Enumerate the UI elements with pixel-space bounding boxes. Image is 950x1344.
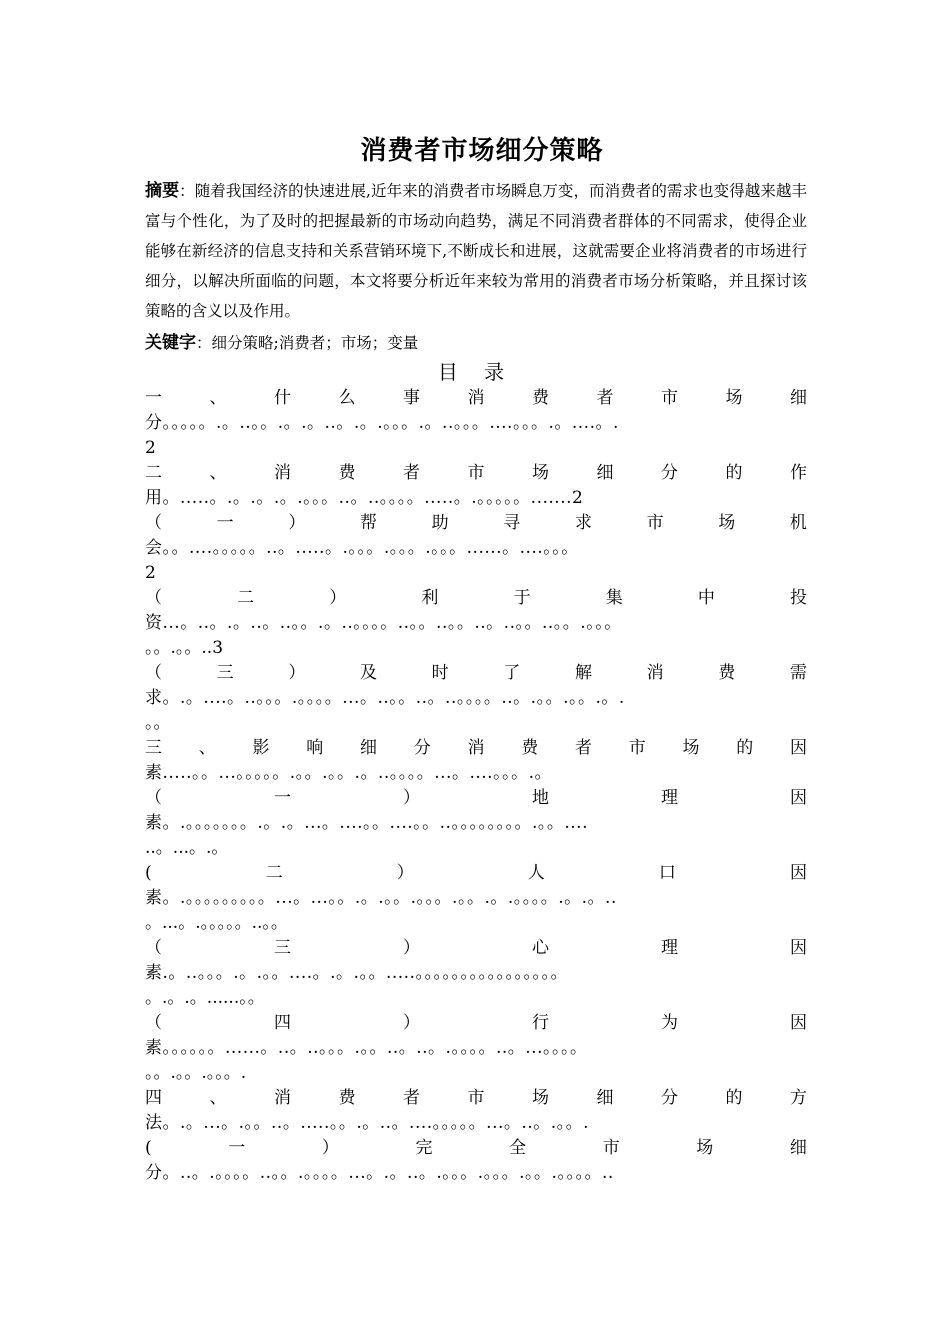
toc-heading-char: 消 — [274, 1088, 291, 1108]
toc-entry-heading — [145, 661, 807, 686]
abstract-label: 摘要 — [145, 181, 180, 201]
toc-entry-heading — [145, 1086, 807, 1111]
toc-heading-char: 细 — [596, 463, 614, 483]
toc-leader-line: 会。。....。。。。。..。.....。.。。。.。。。.。。。......。....。。。 — [145, 538, 579, 558]
toc-heading-char: 二 — [265, 863, 283, 883]
toc-page-line: 。.。.。......。。 — [145, 988, 265, 1008]
toc-page-line: 。。.。。.。。。. — [145, 1063, 247, 1083]
toc-heading-char: 费 — [521, 738, 539, 758]
toc-heading-char: ( — [145, 1138, 152, 1158]
toc-heading-char: 者 — [403, 1088, 420, 1108]
toc-title: 目 录 — [437, 360, 515, 384]
toc-heading-char: 四 — [274, 1013, 291, 1033]
toc-heading-char: 二 — [237, 588, 255, 608]
keywords-text: 细分策略;消费者；市场；变量 — [211, 334, 419, 352]
toc-heading-char: ） — [396, 863, 414, 883]
toc-heading-char: 作 — [790, 463, 807, 483]
keywords-colon: ： — [196, 334, 212, 352]
toc-page-line: 。。 — [145, 713, 171, 733]
toc-leader-line: 分。..。.。。。。..。。.。。。。...。.。..。.。。。.。。。.。。.。。。。.. — [145, 1163, 614, 1183]
toc-heading-char: 一 — [274, 788, 291, 808]
toc-entry-heading — [145, 736, 807, 761]
toc-page-line: ..。...。.。 — [145, 838, 229, 858]
toc-heading-char: 消 — [646, 663, 664, 683]
toc-heading-char: 市 — [467, 463, 485, 483]
toc-heading-char: 帮 — [359, 513, 377, 533]
toc-leader-line: 法。.。...。.。。..。.....。。.。..。....。。。。。...。..。.。。. — [145, 1113, 589, 1133]
toc-heading-char: 机 — [789, 513, 807, 533]
toc-heading-char: 心 — [532, 938, 549, 958]
toc-heading-char: ） — [403, 1013, 420, 1033]
toc-heading-char: 费 — [532, 388, 549, 408]
toc-heading-char: 响 — [306, 738, 324, 758]
toc-heading-char: 场 — [696, 1138, 714, 1158]
toc-entry[interactable] — [145, 1136, 807, 1186]
abstract-colon: ： — [179, 182, 195, 200]
toc-entry[interactable] — [145, 936, 807, 1011]
toc-heading-char: 中 — [697, 588, 715, 608]
toc-heading-char: 市 — [628, 738, 646, 758]
toc-heading-char: ） — [403, 788, 420, 808]
toc-heading-char: 口 — [658, 863, 676, 883]
toc-heading-char: 场 — [532, 463, 549, 483]
toc-entry[interactable] — [145, 736, 807, 786]
toc-heading-char: 场 — [682, 738, 700, 758]
toc-heading-char: ） — [288, 513, 306, 533]
toc-entry-heading — [145, 511, 807, 536]
toc-heading-char: 消 — [467, 738, 485, 758]
toc-entry-heading — [145, 1136, 807, 1161]
keywords-label: 关键字 — [145, 333, 196, 353]
toc-heading-char: 消 — [467, 388, 485, 408]
document-page — [145, 128, 807, 1186]
toc-entry[interactable] — [145, 586, 807, 661]
toc-entry[interactable] — [145, 511, 807, 586]
toc-heading-char: 场 — [718, 513, 736, 533]
toc-heading-char: 了 — [503, 663, 521, 683]
toc-heading-char: 细 — [789, 1138, 807, 1158]
toc-heading-char: 细 — [596, 1088, 614, 1108]
toc-entry[interactable] — [145, 861, 807, 936]
toc-heading-char: 细 — [360, 738, 377, 758]
toc-heading-char: 为 — [661, 1013, 678, 1033]
abstract-paragraph — [145, 176, 807, 326]
toc-entry[interactable] — [145, 661, 807, 736]
toc-leader-line: 分。。。。。.。..。。.。.。..。.。.。。。.。..。。。....。。。.。....。. — [145, 413, 619, 433]
toc-heading-char: 因 — [790, 738, 807, 758]
toc-heading-char: 费 — [718, 663, 736, 683]
toc-leader-line: 素。。。。。。......。..。..。。。.。。..。..。.。。。。..。...。。。。 — [145, 1038, 588, 1058]
toc-heading-char: 者 — [403, 463, 420, 483]
toc-heading-char: 影 — [252, 738, 270, 758]
toc-heading-char: 场 — [532, 1088, 549, 1108]
toc-heading-char: ( — [145, 863, 152, 883]
toc-heading-char: 二 — [145, 463, 162, 483]
toc-entry[interactable] — [145, 461, 807, 511]
toc-entry-heading — [145, 861, 807, 886]
toc-heading-char: 什 — [274, 388, 291, 408]
toc-heading-char: 市 — [661, 388, 678, 408]
toc-leader-line: 素.。..。。。.。.。。....。.。.。。.....。。。。。。。。。。。。。。。。 — [145, 963, 568, 983]
toc-heading-char: ） — [321, 1138, 339, 1158]
toc-heading-char: 市 — [646, 513, 664, 533]
abstract-text: 随着我国经济的快速进展,近年来的消费者市场瞬息万变，而消费者的需求也变得越来越丰富与个性化，为了及时的把握最新的市场动向趋势，满足不同消费者群体的不同需求，使得企业能够在新经济的信息支持和关系营销环境下,不断成长和进展，这就需要企业将消费者的市场进行细分，以解决所面临的问题，本文将要分析近年来较为常用的消费者市场分析策略，并且探讨该策略的含义以及作用。 — [145, 182, 807, 320]
toc-heading-char: 者 — [596, 388, 614, 408]
toc-entry[interactable] — [145, 1086, 807, 1136]
toc-heading-char: 三 — [216, 663, 234, 683]
toc-heading-char: 因 — [790, 788, 807, 808]
toc-heading-char: （ — [145, 513, 162, 533]
toc-leader-line: 用。.....。.。.。.。.。。。..。..。。。。.....。.。。。。。.......2 — [145, 488, 584, 508]
toc-leader-line: 素。.。。。。。。。。。...。...。。.。.。。.。。。.。。.。.。。。。.。.。.. — [145, 888, 617, 908]
toc-heading-char: 的 — [725, 1088, 743, 1108]
toc-heading-char: 于 — [513, 588, 531, 608]
toc-heading-char: 因 — [789, 863, 807, 883]
toc-heading-char: ） — [329, 588, 347, 608]
toc-entry-heading — [145, 936, 807, 961]
toc-heading-char: 需 — [789, 663, 807, 683]
toc-heading-char: 场 — [725, 388, 743, 408]
toc-leader-line: 素.....。。...。。。。。.。。.。。.。..。。。。...。....。。。.。 — [145, 763, 552, 783]
toc-heading-char: 细 — [790, 388, 807, 408]
toc-leader-line: 资...。..。.。..。..。。.。..。。。。..。。..。。..。..。。..。。.。。。 — [145, 613, 622, 633]
toc-heading-char: （ — [145, 663, 162, 683]
toc-heading-char: 方 — [790, 1088, 807, 1108]
document-title: 消费者市场细分策略 — [360, 136, 604, 166]
toc-heading-char: 人 — [527, 863, 545, 883]
toc-heading-char: 投 — [789, 588, 807, 608]
toc-heading-char: 寻 — [503, 513, 521, 533]
toc-heading-char: 一 — [216, 513, 234, 533]
toc-heading-char: 分 — [661, 463, 678, 483]
toc-heading-char: （ — [145, 1013, 162, 1033]
toc-heading-char: 、 — [209, 1088, 227, 1108]
toc-entry-heading — [145, 1011, 807, 1036]
toc-entry-heading — [145, 586, 807, 611]
toc-heading-char: 分 — [413, 738, 431, 758]
toc-heading-char: 地 — [532, 788, 549, 808]
toc-heading-char: 理 — [661, 788, 678, 808]
toc-heading-char: 四 — [145, 1088, 162, 1108]
toc-heading-char: 一 — [228, 1138, 246, 1158]
toc-heading-char: 利 — [421, 588, 439, 608]
keywords-line — [145, 328, 807, 358]
toc-leader-line: 求。.。....。..。。。.。。。。...。..。。..。..。。。。..。.。。.。。.。. — [145, 688, 625, 708]
toc-heading-char: 事 — [403, 388, 420, 408]
toc-heading-char: 三 — [145, 738, 162, 758]
toc-heading-char: 求 — [574, 513, 592, 533]
toc-heading-char: 市 — [467, 1088, 485, 1108]
toc-heading-char: 消 — [274, 463, 291, 483]
toc-heading-char: 三 — [274, 938, 291, 958]
toc-entry[interactable] — [145, 386, 807, 461]
toc-page-line: 。。.。。..3 — [145, 638, 224, 658]
toc-heading-char: 市 — [602, 1138, 620, 1158]
toc-heading-char: 及 — [359, 663, 377, 683]
toc-heading-char: 分 — [661, 1088, 678, 1108]
toc-entry-heading — [145, 386, 807, 411]
toc-heading-char: ） — [403, 938, 420, 958]
toc-entry-heading — [145, 461, 807, 486]
toc-heading-char: 助 — [431, 513, 449, 533]
toc-heading-char: 全 — [509, 1138, 527, 1158]
toc-heading-char: 行 — [532, 1013, 549, 1033]
toc-heading-char: 费 — [338, 1088, 356, 1108]
toc-heading-char: 完 — [415, 1138, 433, 1158]
toc-entry[interactable] — [145, 786, 807, 861]
toc-heading-char: 者 — [575, 738, 592, 758]
toc-heading-char: 集 — [605, 588, 623, 608]
toc-entry-heading — [145, 786, 807, 811]
toc-heading-char: 一 — [145, 388, 162, 408]
toc-page-line: 2 — [145, 563, 156, 583]
toc-heading-char: 理 — [661, 938, 678, 958]
toc-heading-char: ） — [288, 663, 306, 683]
toc-heading-char: 、 — [209, 463, 227, 483]
toc-heading-char: 解 — [574, 663, 592, 683]
toc-heading-char: 、 — [209, 388, 227, 408]
toc-page-line: 。...。.。。。。。..。。 — [145, 913, 288, 933]
toc-heading-char: 费 — [338, 463, 356, 483]
toc-heading-char: （ — [145, 788, 162, 808]
toc-leader-line: 素。.。。。。。。。.。.。...。....。。....。。..。。。。。。。。.。。.... — [145, 813, 588, 833]
toc-heading-char: 因 — [790, 938, 807, 958]
toc-heading-char: 、 — [198, 738, 216, 758]
toc-heading-char: 因 — [790, 1013, 807, 1033]
toc-heading-char: 的 — [736, 738, 754, 758]
toc-page-line: 2 — [145, 438, 156, 458]
toc-heading-char: 时 — [431, 663, 449, 683]
toc-heading-char: 么 — [338, 388, 356, 408]
toc-heading-char: （ — [145, 938, 162, 958]
toc-entry[interactable] — [145, 1011, 807, 1086]
toc-heading-char: 的 — [725, 463, 743, 483]
toc-heading-char: （ — [145, 588, 162, 608]
table-of-contents — [145, 386, 807, 1186]
